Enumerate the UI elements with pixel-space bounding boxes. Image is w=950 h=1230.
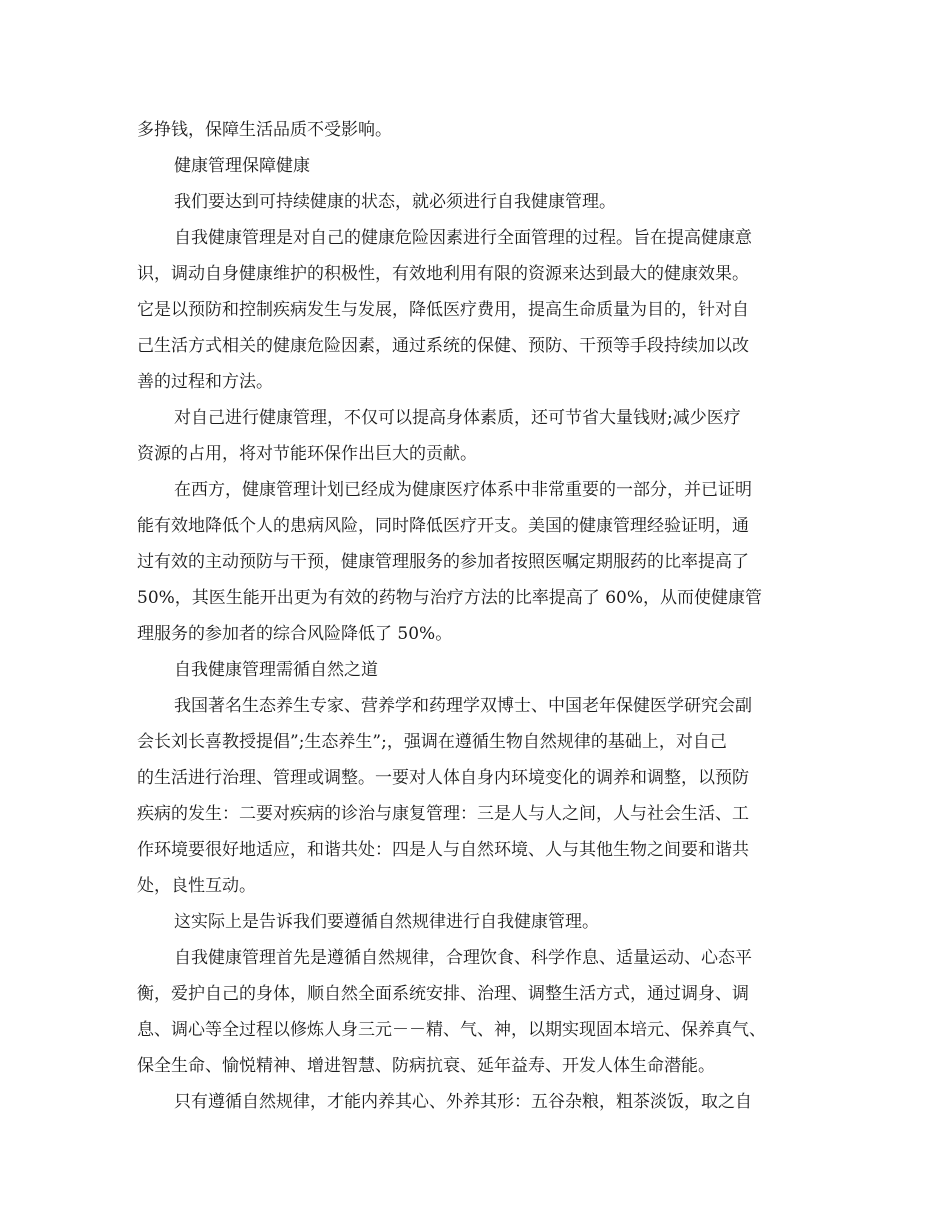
text-line: 处，良性互动。 bbox=[137, 876, 256, 896]
text-line: 识，调动自身健康维护的积极性，有效地利用有限的资源来达到最大的健康效果。 bbox=[137, 264, 749, 284]
text-line: 己生活方式相关的健康危险因素，通过系统的保健、预防、干预等手段持续加以改 bbox=[137, 336, 749, 356]
text-line: 它是以预防和控制疾病发生与发展，降低医疗费用，提高生命质量为目的，针对自 bbox=[137, 300, 749, 320]
section-heading: 自我健康管理需循自然之道 bbox=[174, 660, 378, 680]
text-line: 理服务的参加者的综合风险降低了 50%。 bbox=[137, 624, 453, 644]
text-line: 只有遵循自然规律，才能内养其心、外养其形：五谷杂粮，粗茶淡饭，取之自 bbox=[174, 1092, 752, 1112]
text-line: 资源的占用，将对节能环保作出巨大的贡献。 bbox=[137, 444, 477, 464]
text-line: 自我健康管理是对自己的健康危险因素进行全面管理的过程。旨在提高健康意 bbox=[174, 228, 752, 248]
text-line: 善的过程和方法。 bbox=[137, 372, 273, 392]
text-line: 对自己进行健康管理，不仅可以提高身体素质，还可节省大量钱财;减少医疗 bbox=[174, 408, 741, 428]
text-line: 保全生命、愉悦精神、增进智慧、防病抗衰、延年益寿、开发人体生命潜能。 bbox=[137, 1056, 715, 1076]
text-line: 能有效地降低个人的患病风险，同时降低医疗开支。美国的健康管理经验证明，通 bbox=[137, 516, 749, 536]
text-line: 自我健康管理首先是遵循自然规律，合理饮食、科学作息、适量运动、心态平 bbox=[174, 948, 752, 968]
text-line: 在西方，健康管理计划已经成为健康医疗体系中非常重要的一部分，并已证明 bbox=[174, 480, 752, 500]
text-line: 的生活进行治理、管理或调整。一要对人体自身内环境变化的调养和调整，以预防 bbox=[137, 768, 749, 788]
text-line: 过有效的主动预防与干预，健康管理服务的参加者按照医嘱定期服药的比率提高了 bbox=[137, 552, 749, 572]
text-line: 会长刘长喜教授提倡”;生态养生”;，强调在遵循生物自然规律的基础上，对自己 bbox=[137, 732, 727, 752]
text-line: 疾病的发生：二要对疾病的诊治与康复管理：三是人与人之间，人与社会生活、工 bbox=[137, 804, 749, 824]
text-line: 多挣钱，保障生活品质不受影响。 bbox=[137, 120, 392, 140]
text-line: 息、调心等全过程以修炼人身三元－－精、气、神，以期实现固本培元、保养真气、 bbox=[137, 1020, 766, 1040]
section-heading: 健康管理保障健康 bbox=[174, 156, 310, 176]
text-line: 我国著名生态养生专家、营养学和药理学双博士、中国老年保健医学研究会副 bbox=[174, 696, 752, 716]
text-line: 这实际上是告诉我们要遵循自然规律进行自我健康管理。 bbox=[174, 912, 599, 932]
document-body bbox=[137, 112, 827, 1120]
text-line: 作环境要很好地适应，和谐共处：四是人与自然环境、人与其他生物之间要和谐共 bbox=[137, 840, 749, 860]
text-line: 衡，爱护自己的身体，顺自然全面系统安排、治理、调整生活方式，通过调身、调 bbox=[137, 984, 749, 1004]
text-line: 我们要达到可持续健康的状态，就必须进行自我健康管理。 bbox=[174, 192, 616, 212]
text-line: 50%，其医生能开出更为有效的药物与治疗方法的比率提高了 60%，从而使健康管 bbox=[137, 588, 762, 608]
